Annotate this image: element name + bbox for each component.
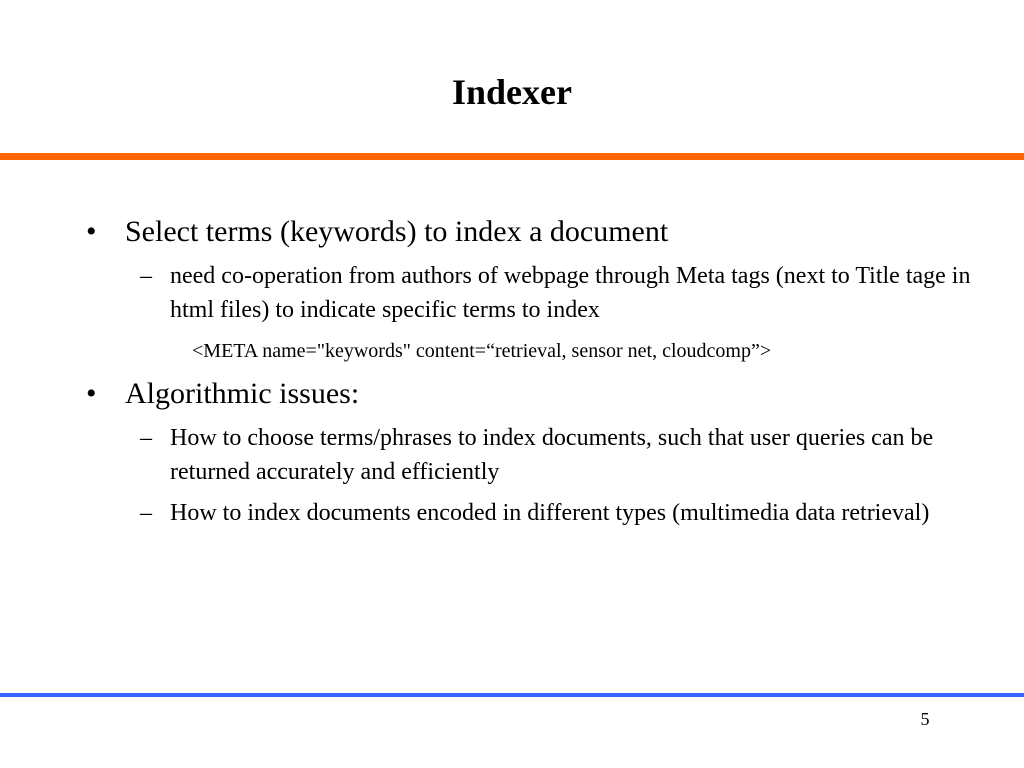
footer-divider-line <box>0 693 1024 697</box>
bullet-text: Select terms (keywords) to index a document <box>125 215 669 248</box>
subitem-text: How to index documents encoded in different types (multimedia data retrieval) <box>170 500 930 526</box>
page-number: 5 <box>920 709 930 729</box>
bullet-marker: • <box>86 377 97 410</box>
slide-title: Indexer <box>452 72 572 112</box>
bullet-marker: • <box>86 215 97 248</box>
subitem-marker: – <box>140 425 152 451</box>
subitem-marker: – <box>140 263 152 289</box>
bullet-text: Algorithmic issues: <box>125 377 360 410</box>
meta-tag-example: <META name="keywords" content=“retrieval, sensor net, cloudcomp”> <box>192 340 772 362</box>
subitem-marker: – <box>140 500 152 526</box>
subitem-text: How to choose terms/phrases to index documents, such that user queries can be returned accurately and efficiently <box>170 425 934 485</box>
subitem-text: need co-operation from authors of webpage through Meta tags (next to Title tage in html files) to indicate specific terms to index <box>170 263 971 323</box>
